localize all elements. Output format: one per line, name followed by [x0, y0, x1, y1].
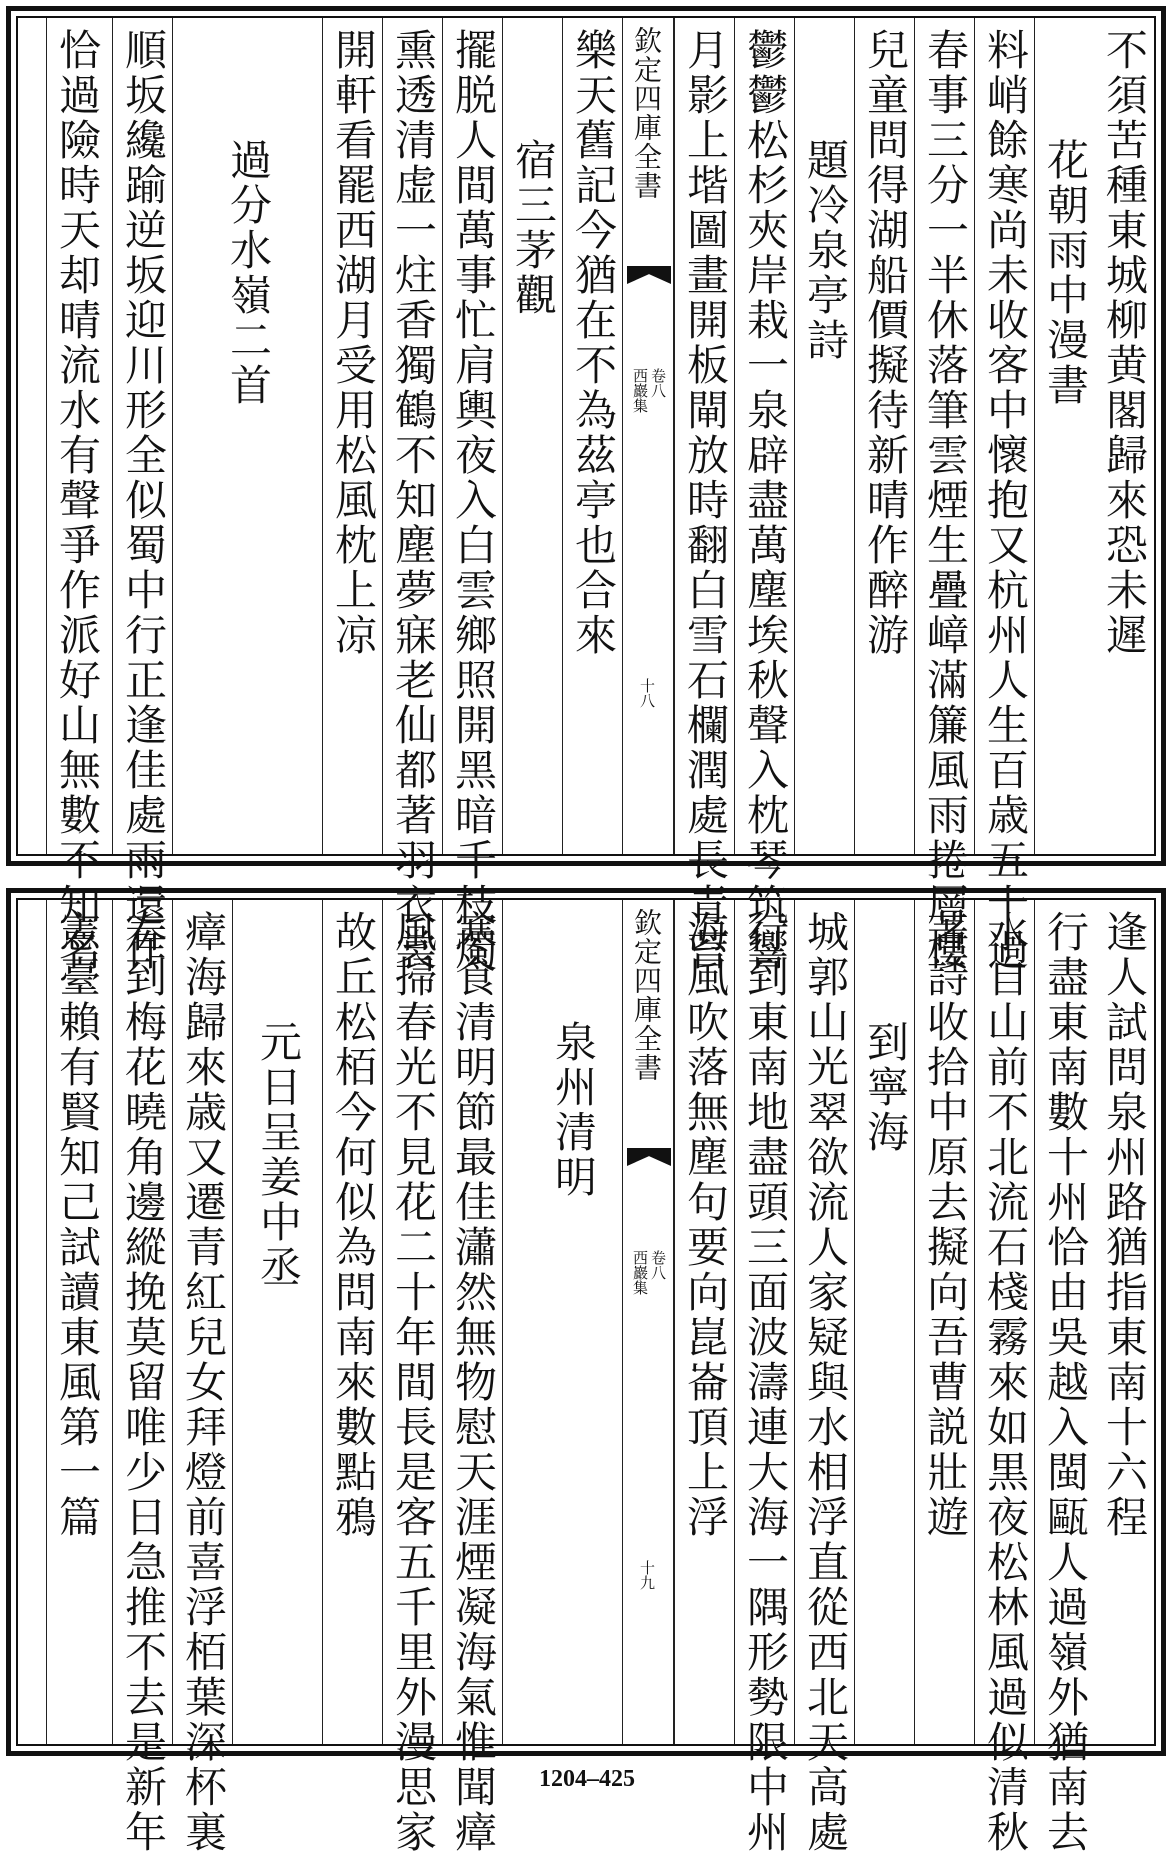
column-text: 水自山前不北流石棧霧來如黒夜松林風過似清秋	[981, 910, 1030, 1855]
column	[442, 900, 502, 1855]
poem-title: 到寧海	[861, 1020, 910, 1155]
column-text: 不須苦種東城柳黄閣歸來恐未遲	[1100, 28, 1149, 658]
column	[914, 900, 974, 1744]
column-text: 月影上堦圖畫開板閘放時翻白雪石欄潤處長青苔	[681, 28, 730, 973]
column-text: 寒食清明節最佳瀟然無物慰天涯煙凝海氣惟聞瘴	[449, 910, 498, 1855]
column-text: 憲臺賴有賢知己試讀東風第一篇	[53, 910, 102, 1540]
column-text: 順坂纔踰逆坂迎川形全似蜀中行正逢佳處雨還作	[119, 28, 168, 973]
fishtail-mark	[627, 1148, 671, 1166]
fishtail-mark	[627, 266, 671, 284]
column-text: 樂天舊記今猶在不為茲亭也合來	[569, 28, 618, 658]
column	[974, 18, 1034, 973]
column	[1094, 900, 1156, 1744]
column-text: 兒童問得湖船價擬待新晴作醉游	[861, 28, 910, 658]
column	[502, 900, 622, 1744]
upper-page-frame	[16, 16, 1156, 973]
column	[794, 900, 854, 1855]
column-text: 著詩收拾中原去擬向吾曹説壯遊	[921, 910, 970, 1540]
library-title: 欽定四庫全書	[630, 908, 663, 1082]
column	[46, 18, 112, 973]
poem-title: 泉州清明	[549, 1020, 598, 1200]
column	[502, 18, 562, 854]
column-text: 瘴海歸來歳又遷青紅兒女拜燈前喜浮栢葉深杯裏	[179, 910, 228, 1855]
column	[172, 900, 232, 1855]
column-text: 風掃春光不見花二十年間長是客五千里外漫思家	[389, 910, 438, 1855]
volume-label: 卷八	[649, 368, 667, 398]
center-fold	[622, 18, 674, 854]
column	[112, 900, 172, 1855]
column	[112, 18, 172, 973]
poem-title: 過分水嶺二首	[224, 138, 273, 408]
column-text: 開軒看罷西湖月受用松風枕上凉	[329, 28, 378, 658]
column-text: 熏透清虚一炷香獨鶴不知塵夢寐老仙都著羽衣裳	[389, 28, 438, 973]
column	[442, 18, 502, 973]
column-text: 料峭餘寒尚未收客中懷抱又杭州人生百歳五十過	[981, 28, 1030, 973]
upper-page	[6, 6, 1166, 973]
book-title: 西巖集	[631, 368, 649, 413]
poem-title: 花朝雨中漫書	[1041, 138, 1090, 408]
column-text: 春到梅花曉角邊縱挽莫留唯少日急推不去是新年	[119, 910, 168, 1855]
column-text: 擺脱人間萬事忙肩輿夜入白雲鄉照開黑暗千枝燭	[449, 28, 498, 973]
column	[232, 900, 322, 1744]
column	[322, 900, 382, 1744]
column-text: 行到東南地盡頭三面波濤連大海一隅形勢限中州	[741, 910, 790, 1855]
column-text: 城郭山光翠欲流人家疑與水相浮直從西北天高處	[801, 910, 850, 1855]
column	[1034, 900, 1094, 1855]
center-fold	[622, 900, 674, 1744]
column-text: 春事三分一半休落筆雲煙生疊嶂滿簾風雨捲層樓	[921, 28, 970, 973]
column-text: 故丘松栢今何似為問南來數點鴉	[329, 910, 378, 1540]
column	[1094, 18, 1156, 854]
column	[172, 18, 322, 854]
column-text: 逢人試問泉州路猶指東南十六程	[1100, 910, 1149, 1540]
volume-label: 卷八	[649, 1250, 667, 1280]
column-text: 行盡東南數十州恰由吳越入閩甌人過嶺外猶南去	[1041, 910, 1090, 1855]
column	[854, 900, 914, 1744]
column	[562, 18, 622, 854]
column	[734, 900, 794, 1855]
folio-number: 十八	[638, 678, 656, 708]
column	[914, 18, 974, 973]
poem-title: 題冷泉亭詩	[801, 138, 850, 363]
page-reference-number: 1204–425	[539, 1766, 635, 1792]
column	[382, 900, 442, 1855]
column-text: 海風吹落無塵句要向崑崙頂上浮	[681, 910, 730, 1540]
book-title: 西巖集	[631, 1250, 649, 1295]
column-text: 恰過險時天却晴流水有聲爭作派好山無數不知名	[53, 28, 102, 973]
column	[674, 18, 734, 973]
column	[974, 900, 1034, 1855]
column	[794, 18, 854, 854]
column-text: 鬱鬱松杉夾岸栽一泉辟盡萬塵埃秋聲入枕琴筑響	[741, 28, 790, 973]
library-title: 欽定四庫全書	[630, 26, 663, 200]
poem-title: 宿三茅觀	[509, 138, 558, 318]
column	[1034, 18, 1094, 854]
column	[674, 900, 734, 1744]
poem-title: 元日呈姜中丞	[254, 1020, 303, 1290]
column	[46, 900, 112, 1744]
folio-number: 十九	[638, 1560, 656, 1590]
column	[322, 18, 382, 854]
column	[854, 18, 914, 854]
column	[734, 18, 794, 973]
column	[382, 18, 442, 973]
